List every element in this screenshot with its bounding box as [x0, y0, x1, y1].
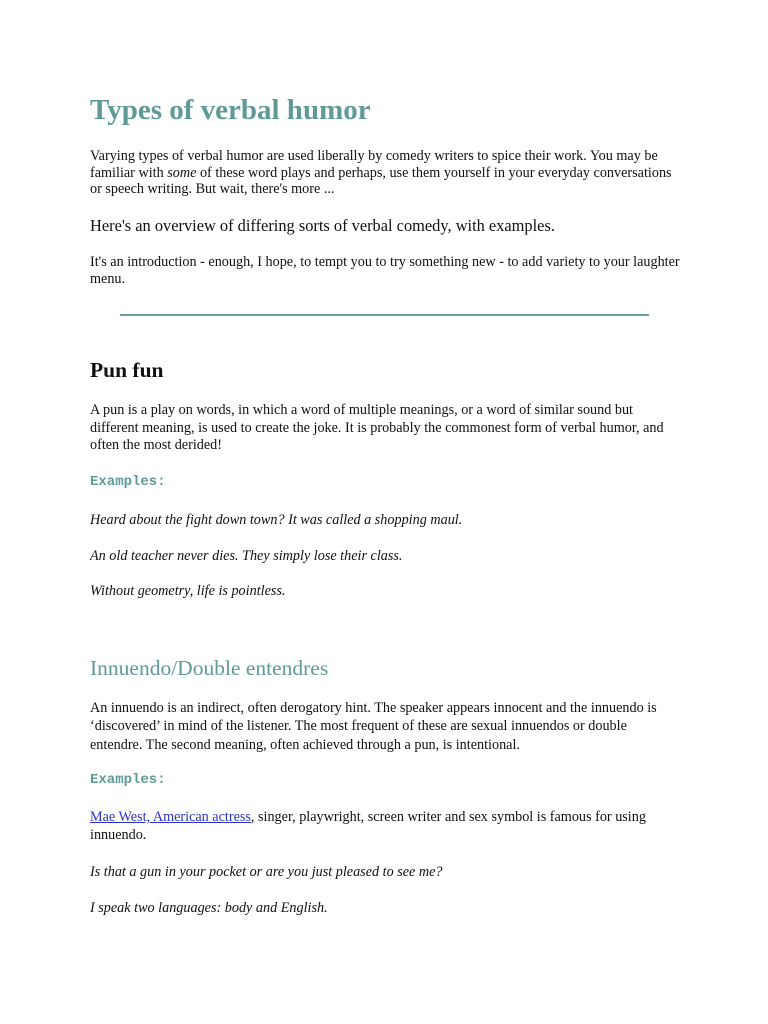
innuendo-example: I speak two languages: body and English.	[90, 900, 328, 916]
pun-description: A pun is a play on words, in which a word of multiple meanings, or a word of similar sound but different meaning, is used to create the joke. It is probably the commonest form of verbal humor, and often the most derided!	[90, 402, 664, 454]
examples-label-innuendo: Examples:	[90, 772, 166, 788]
examples-label-pun: Examples:	[90, 474, 166, 490]
mae-west-text: , singer, playwright, screen writer and sex symbol is famous for using innuendo.	[90, 809, 646, 843]
innuendo-description: An innuendo is an indirect, often derogatory hint. The speaker appears innocent and the innuendo is ‘discovered’ in mind of the listener. The most frequent of these are sexual innuendos or double entendre. The second meaning, often achieved through a pun, is intentional.	[90, 700, 657, 753]
intro-emphasis: some	[167, 164, 197, 181]
horizontal-divider	[120, 314, 649, 316]
intro-paragraph-2: Here's an overview of differing sorts of verbal comedy, with examples.	[90, 216, 555, 235]
mae-west-paragraph	[90, 809, 680, 844]
pun-example: Heard about the fight down town? It was called a shopping maul.	[90, 512, 463, 528]
innuendo-example: Is that a gun in your pocket or are you just pleased to see me?	[90, 864, 443, 880]
pun-example: Without geometry, life is pointless.	[90, 583, 286, 599]
pun-example: An old teacher never dies. They simply lose their class.	[90, 548, 403, 564]
page-title: Types of verbal humor	[90, 94, 371, 126]
intro-paragraph-1	[90, 148, 680, 198]
intro-paragraph-3: It's an introduction - enough, I hope, to tempt you to try something new - to add variety to your laughter menu.	[90, 254, 680, 287]
section-heading-pun: Pun fun	[90, 358, 164, 382]
section-heading-innuendo: Innuendo/Double entendres	[90, 656, 329, 680]
mae-west-link[interactable]: Mae West, American actress	[90, 809, 251, 825]
intro-text-after: of these word plays and perhaps, use them yourself in your everyday conversations or speech writing. But wait, there's more ...	[90, 164, 672, 197]
intro-text-before: Varying types of verbal humor are used liberally by comedy writers to spice their work. You may be familiar with	[90, 148, 658, 181]
